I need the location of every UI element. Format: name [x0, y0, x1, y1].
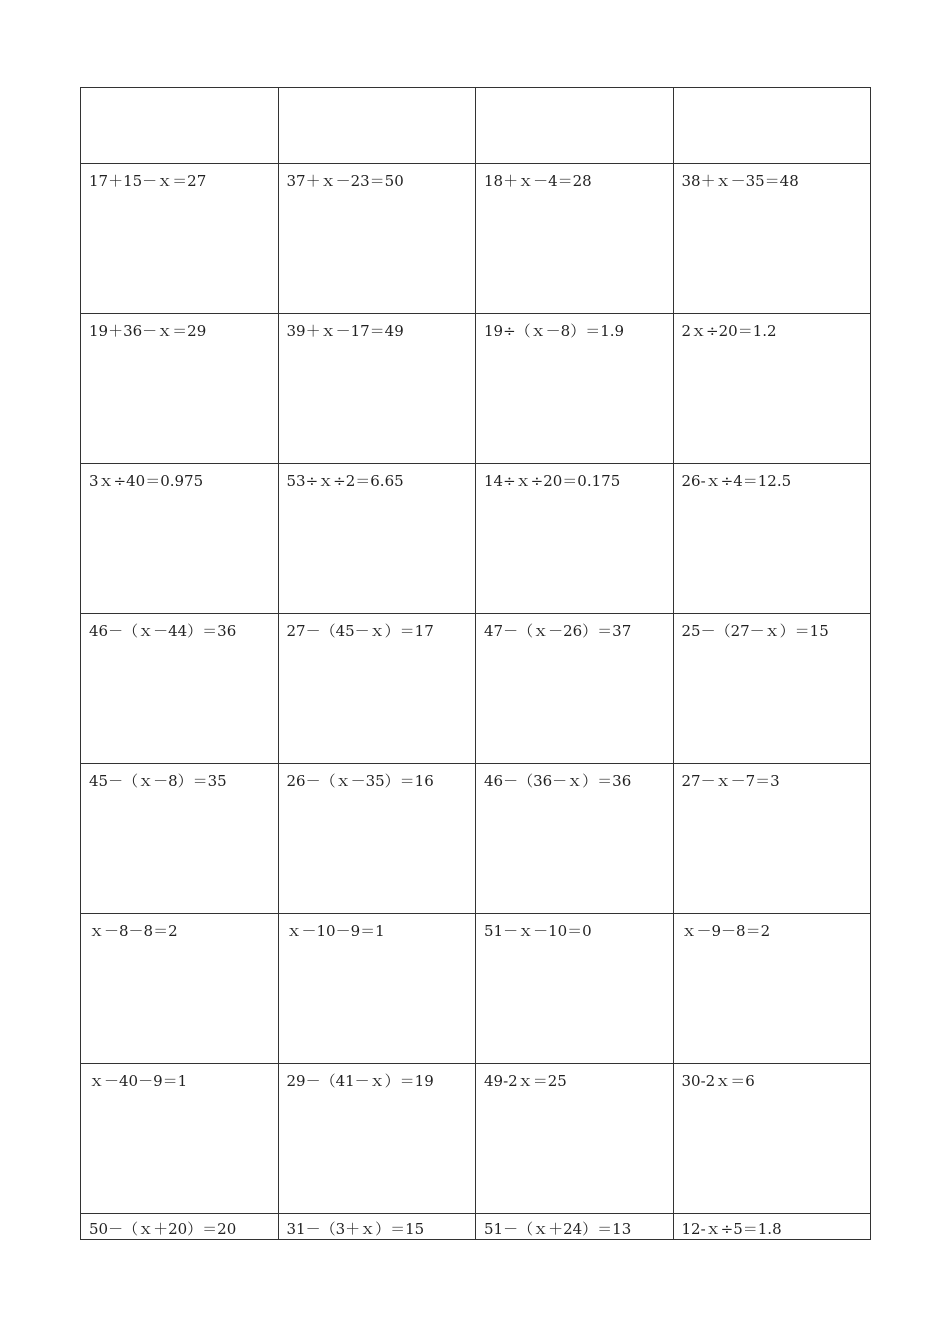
equation-cell: ｘ－10－9＝1 — [278, 914, 476, 1064]
equation-cell: 51－ｘ－10＝0 — [476, 914, 674, 1064]
equation-worksheet-table — [80, 87, 871, 1240]
equation-cell: 51－（ｘ＋24）＝13 — [476, 1214, 674, 1240]
equation-cell: 53÷ｘ÷2＝6.65 — [278, 464, 476, 614]
table-row — [81, 88, 871, 164]
table-row — [81, 914, 871, 1064]
equation-cell: 19＋36－ｘ＝29 — [81, 314, 279, 464]
equation-cell: 27－（45－ｘ）＝17 — [278, 614, 476, 764]
table-row — [81, 314, 871, 464]
equation-cell: 39＋ｘ－17＝49 — [278, 314, 476, 464]
equation-cell: 30-2ｘ＝6 — [673, 1064, 871, 1214]
equation-cell: 37＋ｘ－23＝50 — [278, 164, 476, 314]
equation-cell: 50－（ｘ＋20）＝20 — [81, 1214, 279, 1240]
equation-cell: 45－（ｘ－8）＝35 — [81, 764, 279, 914]
equation-cell: ｘ－40－9＝1 — [81, 1064, 279, 1214]
equation-cell: 19÷（ｘ－8）＝1.9 — [476, 314, 674, 464]
equation-cell: 14÷ｘ÷20＝0.175 — [476, 464, 674, 614]
table-row — [81, 464, 871, 614]
equation-cell: ｘ－8－8＝2 — [81, 914, 279, 1064]
table-cell — [81, 88, 279, 164]
equation-cell: 29－（41－ｘ）＝19 — [278, 1064, 476, 1214]
table-row — [81, 164, 871, 314]
table-row — [81, 764, 871, 914]
table-cell — [476, 88, 674, 164]
equation-cell: 38＋ｘ－35＝48 — [673, 164, 871, 314]
equation-cell: 3ｘ÷40＝0.975 — [81, 464, 279, 614]
equation-cell: 47－（ｘ－26）＝37 — [476, 614, 674, 764]
equation-cell: 2ｘ÷20＝1.2 — [673, 314, 871, 464]
equation-cell: 26-ｘ÷4＝12.5 — [673, 464, 871, 614]
equation-cell: 46－（ｘ－44）＝36 — [81, 614, 279, 764]
equation-cell: 46－（36－ｘ）＝36 — [476, 764, 674, 914]
table-row — [81, 614, 871, 764]
table-row — [81, 1214, 871, 1240]
table-cell — [278, 88, 476, 164]
equation-cell: 12-ｘ÷5＝1.8 — [673, 1214, 871, 1240]
equation-cell: 27－ｘ－7＝3 — [673, 764, 871, 914]
equation-cell: 31－（3＋ｘ）＝15 — [278, 1214, 476, 1240]
table-row — [81, 1064, 871, 1214]
equation-cell: 26－（ｘ－35）＝16 — [278, 764, 476, 914]
equation-cell: 18＋ｘ－4＝28 — [476, 164, 674, 314]
equation-cell: ｘ－9－8＝2 — [673, 914, 871, 1064]
equation-cell: 25－（27－ｘ）＝15 — [673, 614, 871, 764]
equation-cell: 17＋15－ｘ＝27 — [81, 164, 279, 314]
table-cell — [673, 88, 871, 164]
equation-cell: 49-2ｘ＝25 — [476, 1064, 674, 1214]
